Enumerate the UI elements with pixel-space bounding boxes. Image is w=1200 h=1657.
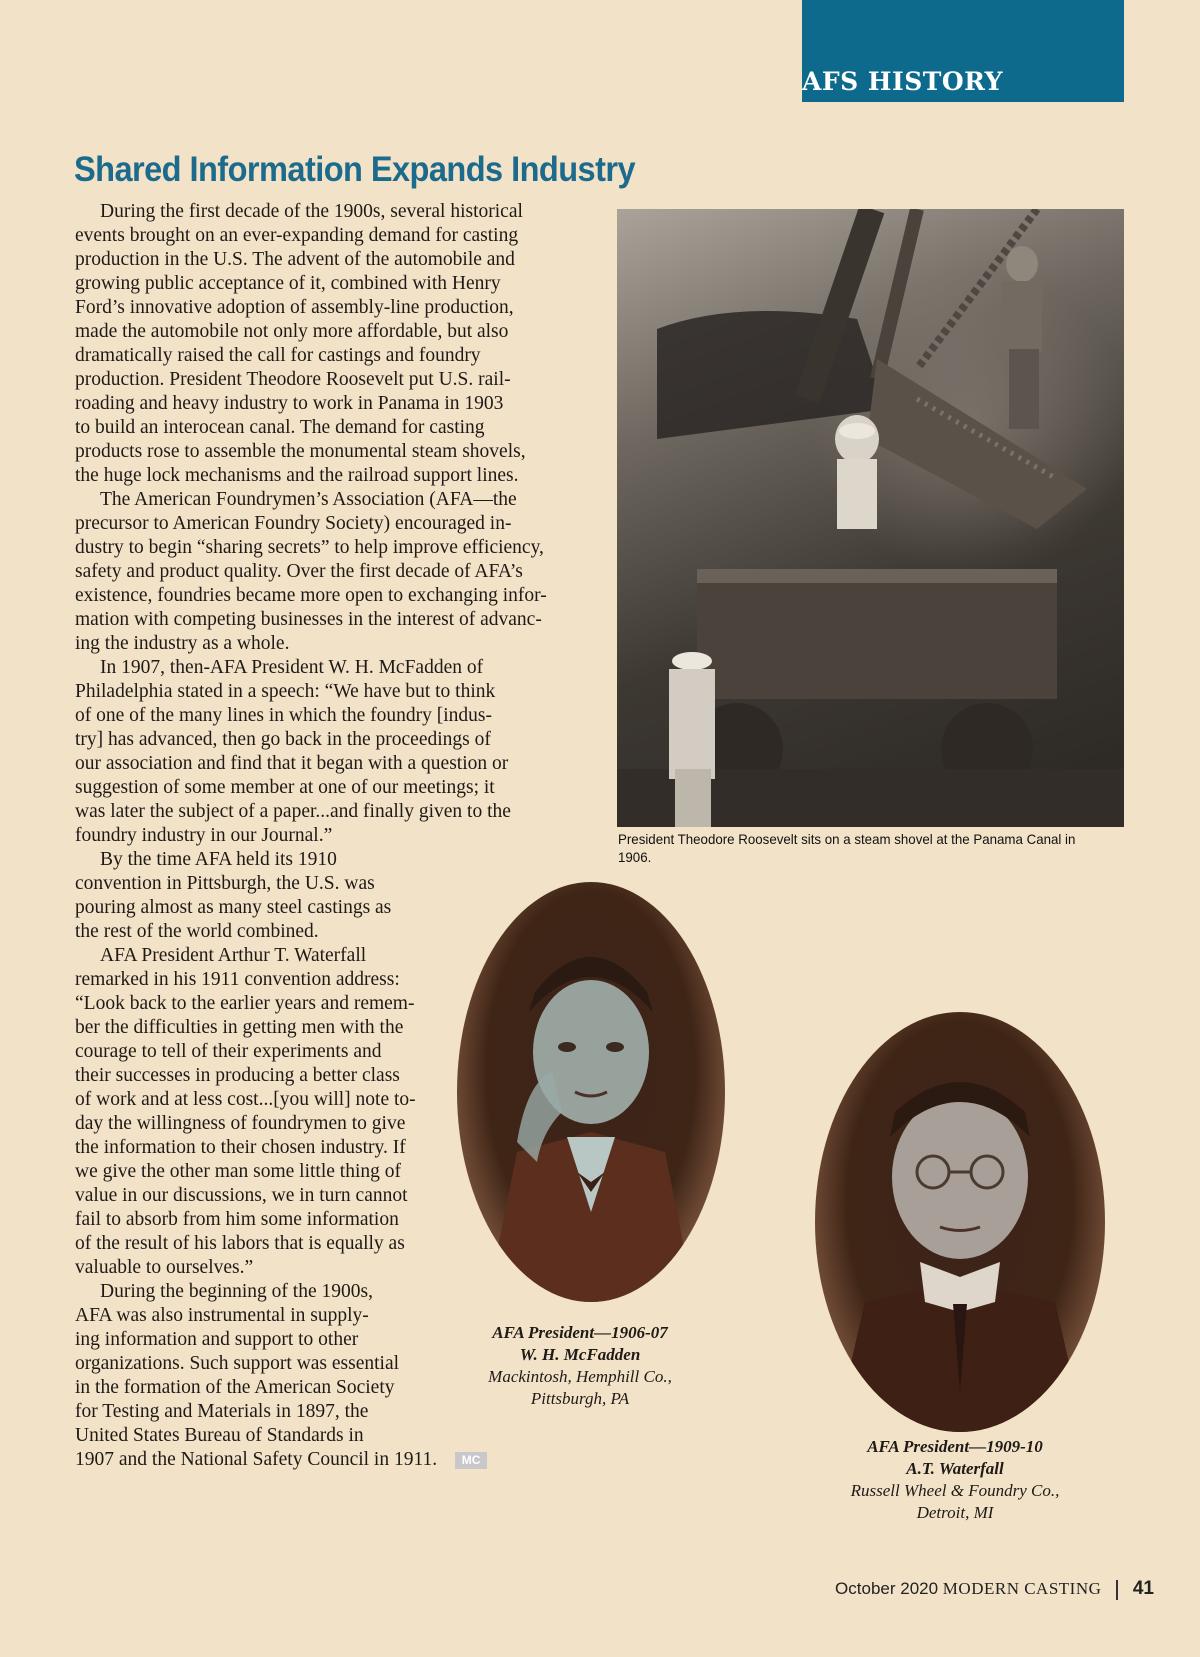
steam-shovel-illustration [617, 209, 1124, 827]
section-tab [802, 0, 1124, 102]
text-line: remarked in his 1911 convention address: [75, 969, 400, 990]
text-line: the huge lock mechanisms and the railroad support lines. [75, 465, 519, 486]
text-line: existence, foundries became more open to exchanging infor- [75, 585, 547, 606]
text-line: United States Bureau of Standards in [75, 1425, 364, 1446]
text-line: By the time AFA held its 1910 [100, 849, 337, 870]
text-line: value in our discussions, we in turn cannot [75, 1185, 408, 1206]
portrait-location: Detroit, MI [916, 1503, 994, 1522]
paragraph-6 [75, 1280, 515, 1472]
text-line: Ford’s innovative adoption of assembly-line production, [75, 297, 514, 318]
page-number: 41 [1132, 1578, 1154, 1599]
text-line: convention in Pittsburgh, the U.S. was [75, 873, 375, 894]
article-body-narrow [75, 848, 515, 1472]
text-line: their successes in producing a better class [75, 1065, 400, 1086]
paragraph-5 [75, 944, 515, 1280]
article-body-wide [75, 200, 615, 848]
text-line: AFA was also instrumental in supply- [75, 1305, 369, 1326]
text-line: precursor to American Foundry Society) encouraged in- [75, 513, 512, 534]
portrait-mcfadden [457, 882, 725, 1302]
text-line: of the result of his labors that is equally as [75, 1233, 405, 1254]
section-tab-label: AFS HISTORY [802, 67, 1004, 96]
text-line: ing information and support to other [75, 1329, 359, 1350]
text-line: ing the industry as a whole. [75, 633, 290, 654]
text-line: we give the other man some little thing of [75, 1161, 402, 1182]
portrait-location: Pittsburgh, PA [530, 1389, 630, 1408]
text-line: our association and find that it began with a question or [75, 753, 509, 774]
portrait-waterfall-illustration [815, 1012, 1105, 1432]
paragraph-1 [75, 200, 615, 488]
text-line: of work and at less cost...[you will] note to- [75, 1089, 416, 1110]
text-line: foundry industry in our Journal.” [75, 825, 333, 846]
text-line: During the beginning of the 1900s, [100, 1281, 373, 1302]
portrait-title: AFA President—1909-10 [867, 1437, 1043, 1456]
text-line [75, 1448, 515, 1472]
text-line: The American Foundrymen’s Association (AFA—the [100, 489, 517, 510]
text-line: production in the U.S. The advent of the automobile and [75, 249, 515, 270]
article-headline: Shared Information Expands Industry [74, 150, 636, 189]
text-line: products rose to assemble the monumental steam shovels, [75, 441, 526, 462]
text-line: “Look back to the earlier years and remem- [75, 993, 415, 1014]
text-line: production. President Theodore Roosevelt put U.S. rail- [75, 369, 511, 390]
text-line: suggestion of some member at one of our meetings; it [75, 777, 495, 798]
portrait-name: W. H. McFadden [519, 1345, 641, 1364]
text-line: Philadelphia stated in a speech: “We have but to think [75, 681, 496, 702]
portrait-company: Russell Wheel & Foundry Co., [850, 1481, 1060, 1500]
portrait-title: AFA President—1906-07 [492, 1323, 668, 1342]
text-line: was later the subject of a paper...and finally given to the [75, 801, 511, 822]
text-line: roading and heavy industry to work in Panama in 1903 [75, 393, 504, 414]
portrait-caption-waterfall [820, 1436, 1090, 1524]
text-line: mation with competing businesses in the interest of advanc- [75, 609, 542, 630]
text-line: for Testing and Materials in 1897, the [75, 1401, 369, 1422]
text-line: organizations. Such support was essential [75, 1353, 400, 1374]
footer-date: October 2020 [835, 1579, 939, 1598]
text-line: dramatically raised the call for castings and foundry [75, 345, 481, 366]
text-line: the rest of the world combined. [75, 921, 319, 942]
text-line: events brought on an ever-expanding demand for casting [75, 225, 519, 246]
text-line: safety and product quality. Over the first decade of AFA’s [75, 561, 523, 582]
text-line: try] has advanced, then go back in the proceedings of [75, 729, 491, 750]
text-line: in the formation of the American Society [75, 1377, 395, 1398]
footer-divider [1116, 1580, 1118, 1600]
portrait-caption-mcfadden [460, 1322, 700, 1410]
portrait-company: Mackintosh, Hemphill Co., [488, 1367, 672, 1386]
text-line: day the willingness of foundrymen to give [75, 1113, 406, 1134]
paragraph-2 [75, 488, 615, 656]
text-line: pouring almost as many steel castings as [75, 897, 392, 918]
text-line: of one of the many lines in which the foundry [indus- [75, 705, 492, 726]
text-line: valuable to ourselves.” [75, 1257, 254, 1278]
text-line: dustry to begin “sharing secrets” to help improve efficiency, [75, 537, 544, 558]
text-line: AFA President Arthur T. Waterfall [100, 945, 367, 966]
page-footer [835, 1578, 1154, 1600]
text-line: made the automobile not only more affordable, but also [75, 321, 509, 342]
paragraph-3 [75, 656, 615, 848]
text-line: the information to their chosen industry. If [75, 1137, 406, 1158]
text-line: During the first decade of the 1900s, several historical [100, 201, 523, 222]
end-mark: MC [455, 1452, 487, 1469]
text-line-last: 1907 and the National Safety Council in 1911. [75, 1449, 438, 1470]
text-line: to build an interocean canal. The demand for casting [75, 417, 485, 438]
paragraph-4 [75, 848, 515, 944]
text-line: courage to tell of their experiments and [75, 1041, 382, 1062]
footer-magazine: MODERN CASTING [942, 1579, 1102, 1598]
text-line: ber the difficulties in getting men with the [75, 1017, 404, 1038]
photo-caption: President Theodore Roosevelt sits on a steam shovel at the Panama Canal in 1906. [618, 831, 1076, 865]
portrait-mcfadden-illustration [457, 882, 725, 1302]
steam-shovel-photo [617, 209, 1124, 827]
text-line: In 1907, then-AFA President W. H. McFadden of [100, 657, 484, 678]
text-line: fail to absorb from him some information [75, 1209, 399, 1230]
portrait-waterfall [815, 1012, 1105, 1432]
portrait-name: A.T. Waterfall [906, 1459, 1004, 1478]
text-line: growing public acceptance of it, combined with Henry [75, 273, 501, 294]
